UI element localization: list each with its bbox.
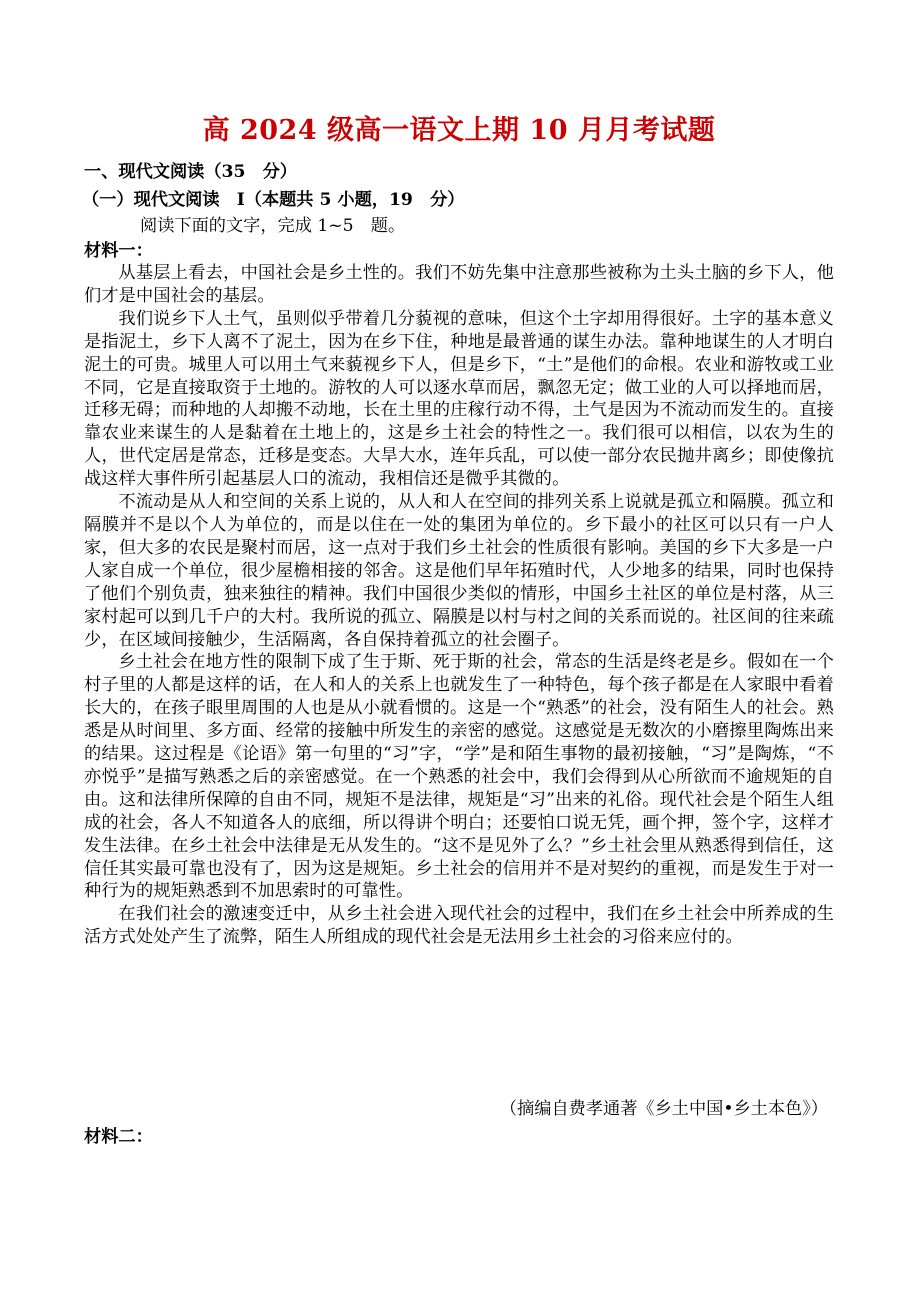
paragraph: 我们说乡下人土气，虽则似乎带着几分藐视的意味，但这个土字却用得很好。土字的基本意义是指泥土，乡下人离不了泥土，因为在乡下住，种地是最普通的谋生办法。靠种地谋生的人才明白泥土的可贵。城里人可以用土气来藐视乡下人，但是乡下，“土”是他们的命根。农业和游牧或工业不同，它是直接取资于土地的。游牧的人可以逐水草而居，飘忽无定；做工业的人可以择地而居，迁移无碍；而种地的人却搬不动地，长在土里的庄稼行动不得，土气是因为不流动而发生的。直接靠农业来谋生的人是黏着在土地上的，这是乡土社会的特性之一。我们很可以相信，以农为生的人，世代定居是常态，迁移是变态。大旱大水，连年兵乱，可以使一部分农民抛井离乡；即使像抗战这样大事件所引起基层人口的流动，我相信还是微乎其微的。 — [84, 308, 834, 490]
paragraph: 乡土社会在地方性的限制下成了生于斯、死于斯的社会，常态的生活是终老是乡。假如在一个村子里的人都是这样的话，在人和人的关系上也就发生了一种特色，每个孩子都是在人家眼中看着长大的，在孩子眼里周围的人也是从小就看惯的。这是一个“熟悉”的社会，没有陌生人的社会。熟悉是从时间里、多方面、经常的接触中所发生的亲密的感觉。这感觉是无数次的小磨擦里陶炼出来的结果。这过程是《论语》第一句里的“习”字，“学”是和陌生事物的最初接触，“习”是陶炼，“不亦悦乎”是描写熟悉之后的亲密感觉。在一个熟悉的社会中，我们会得到从心所欲而不逾规矩的自由。这和法律所保障的自由不同，规矩不是法律，规矩是“习”出来的礼俗。现代社会是个陌生人组成的社会，各人不知道各人的底细，所以得讲个明白；还要怕口说无凭，画个押，签个字，这样才发生法律。在乡土社会中法律是无从发生的。“这不是见外了么？”乡土社会里从熟悉得到信任，这信任其实最可靠也没有了，因为这是规矩。乡土社会的信用并不是对契约的重视，而是发生于对一种行为的规矩熟悉到不加思索时的可靠性。 — [84, 652, 834, 902]
material-2-label: 材料二： — [84, 1127, 153, 1147]
reading-instruction: 阅读下面的文字，完成 1~5 题。 — [140, 216, 406, 236]
exam-title: 高 2024 级高一语文上期 10 月月考试题 — [202, 115, 716, 146]
subsection-heading-reading-1: （一）现代文阅读 Ⅰ（本题共 5 小题，19 分） — [82, 190, 465, 210]
paragraph: 在我们社会的激速变迁中，从乡土社会进入现代社会的过程中，我们在乡土社会中所养成的生活方式处处产生了流弊，陌生人所组成的现代社会是无法用乡土社会的习俗来应付的。 — [84, 904, 834, 948]
paragraph: 不流动是从人和空间的关系上说的，从人和人在空间的排列关系上说就是孤立和隔膜。孤立和隔膜并不是以个人为单位的，而是以住在一处的集团为单位的。乡下最小的社区可以只有一户人家，但大多的农民是聚村而居，这一点对于我们乡土社会的性质很有影响。美国的乡下大多是一户人家自成一个单位，很少屋檐相接的邻舍。这是他们早年拓殖时代，人少地多的结果，同时也保持了他们个别负责，独来独往的精神。我们中国很少类似的情形，中国乡土社区的单位是村落，从三家村起可以到几千户的大村。我所说的孤立、隔膜是以村与村之间的关系而说的。社区间的往来疏少，在区域间接触少，生活隔离，各自保持着孤立的社会圈子。 — [84, 492, 834, 650]
section-heading-modern-reading: 一、现代文阅读（35 分） — [84, 162, 297, 182]
paragraph: 从基层上看去，中国社会是乡土性的。我们不妨先集中注意那些被称为土头土脑的乡下人，他们才是中国社会的基层。 — [84, 263, 834, 306]
material-1-label: 材料一： — [84, 241, 153, 261]
material-1-text — [84, 262, 834, 949]
source-citation: （摘编自费孝通著《乡土中国•乡土本色》） — [499, 1099, 828, 1119]
